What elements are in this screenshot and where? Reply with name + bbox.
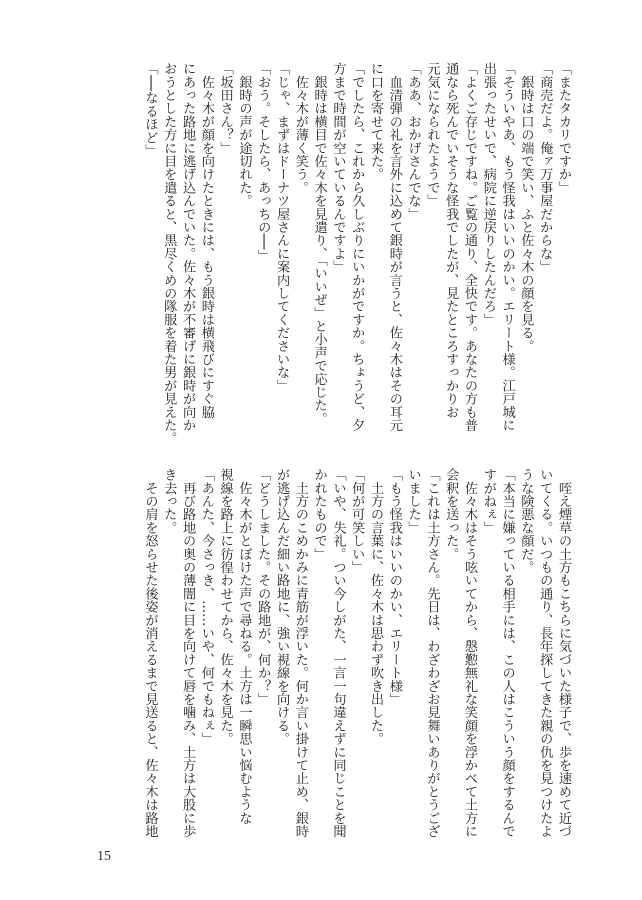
text-line: 通なら死んでいそうな怪我でしたが、見たところすっかりお (443, 62, 459, 419)
text-line: 土方の言葉に、佐々木は思わず吹き出した。 (368, 468, 384, 746)
text-line: いてくる。いつもの通り、長年探してきた親の仇を見つけたよ (537, 468, 553, 838)
text-line: 「ああ、おかげさんでな」 (405, 62, 421, 221)
text-line: 佐々木が顔を向けたときには、もう銀時は横飛びにすぐ脇 (198, 62, 214, 419)
text-line: に口を寄せて来た。 (368, 62, 384, 181)
text-line: 出張ったせいで、病院に逆戻りしたんだろ」 (480, 62, 496, 326)
text-line: 元気になられたようで」 (424, 62, 440, 208)
page-number: 15 (97, 849, 111, 864)
text-line: 「いや、失礼。つい今しがた、一言一句違えずに同じことを聞 (330, 468, 346, 838)
text-line: おうとした方に目を遣ると、黒尽くめの隊服を着た男が見えた。 (161, 62, 177, 445)
text-line: 再び路地の奥の薄闇に目を向けて唇を噛み、土方は大股に歩 (180, 468, 196, 838)
text-line: 「あんた、今さっき、……いや、何でもねぇ」 (198, 468, 214, 746)
text-line: 「──なるほど」 (142, 62, 158, 158)
text-line: 銀時は口の端で笑い、ふと佐々木の顔を見る。 (518, 62, 534, 353)
text-line: その肩を怒らせた後姿が消えるまで見送ると、佐々木は路地 (142, 468, 158, 838)
text-line: 佐々木が薄く笑う。 (292, 62, 308, 194)
text-line: 「よくご存じですね。ご覧の通り、全快です。あなたの方も普 (462, 62, 478, 432)
text-line: 方まで時間が空いているんですよ」 (330, 62, 346, 274)
text-line: 「またタカリですか」 (556, 62, 571, 194)
text-line: 佐々木はそう呟いてから、慇懃無礼な笑顔を浮かべて土方に (462, 468, 478, 838)
text-line: 「何が可笑しい」 (349, 468, 365, 574)
text-line: 「そういやあ、もう怪我はいいのかい。エリート様。江戸城に (499, 62, 515, 432)
text-line: 「本当に嫌っている相手には、この人はこういう顔をするんで (499, 468, 515, 838)
text-line: かれたもので」 (311, 468, 327, 561)
text-line: 咥え煙草の土方もこちらに気づいた様子で、歩を速めて近づ (556, 468, 571, 838)
text-line: き去った。 (161, 468, 177, 534)
text-line: にあった路地に逃げ込んでいた。佐々木が不審げに銀時が向か (180, 62, 196, 432)
text-line: 会釈を送った。 (443, 468, 459, 561)
text-line: うな険悪な顔だ。 (518, 468, 534, 574)
text-line: が逃げ込んだ細い路地に、強い視線を向ける。 (274, 468, 290, 746)
text-line: 「でしたら、これから久しぶりにいかがですか。ちょうど、夕 (349, 62, 365, 432)
text-line: 「もう怪我はいいのかい、エリート様」 (386, 468, 402, 706)
text-line: 視線を路上に彷徨わせてから、佐々木を見た。 (217, 468, 233, 746)
text-line: 「坂田さん？」 (217, 62, 233, 155)
text-line: 「じゃ、まずはドーナツ屋さんに案内してくださいな」 (274, 62, 290, 392)
text-line: 「おう。そしたら、あっちの──」 (255, 62, 271, 263)
text-line: いました」 (405, 468, 421, 534)
text-line: 血清弾の礼を言外に込めて銀時が言うと、佐々木はその耳元 (386, 62, 402, 432)
text-line: すがねぇ」 (480, 468, 496, 534)
top-text-block (142, 62, 572, 445)
text-line: 「どうしました。その路地が、何か？」 (255, 468, 271, 706)
bottom-text-block (142, 468, 572, 848)
text-line: 「商売だよ。俺ァ万事屋だからな」 (537, 62, 553, 274)
text-line: 銀時の声が途切れた。 (236, 62, 252, 208)
text-line: 「これは土方さん。先日は、わざわざお見舞いありがとうござ (424, 468, 440, 838)
text-line: 佐々木がとぼけた声で尋ねる。土方は一瞬思い悩むような (236, 468, 252, 825)
text-line: 土方のこめかみに青筋が浮いた。何か言い掛けて止め、銀時 (292, 468, 308, 838)
text-line: 銀時は横目で佐々木を見遣り、「いいぜ」と小声で応じた。 (311, 62, 327, 425)
